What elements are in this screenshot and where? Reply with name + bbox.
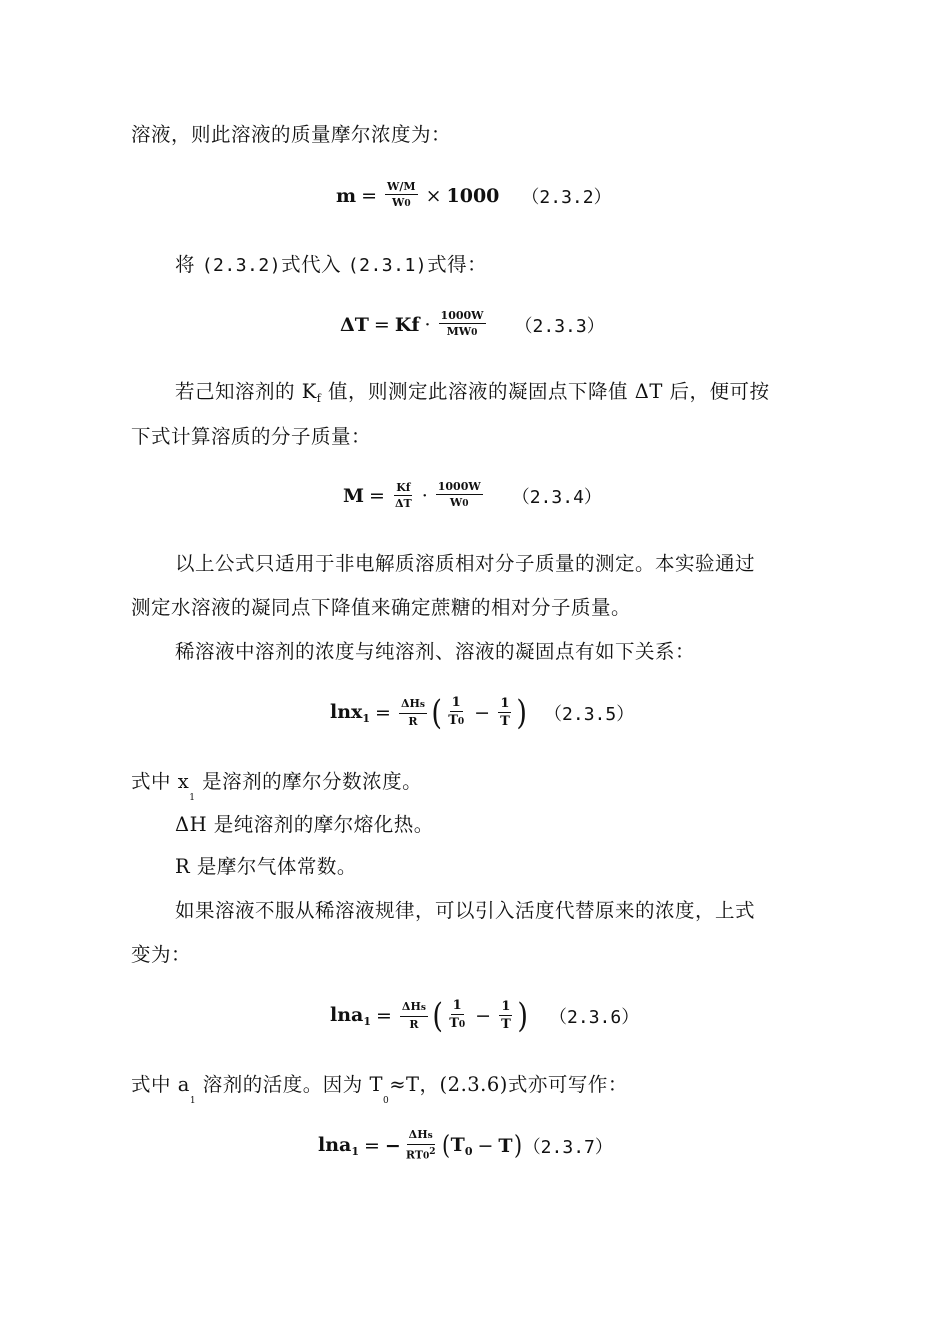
eq-equals: = bbox=[373, 313, 390, 336]
eq-tag: （2.3.5） bbox=[544, 703, 635, 725]
eq-lhs: m bbox=[336, 184, 357, 207]
eq-denominator: R bbox=[409, 1018, 419, 1031]
text-line-9: ΔH 是纯溶剂的摩尔熔化热。 bbox=[175, 813, 434, 836]
eq-fraction-b: $\frac{1}{T}$ bbox=[501, 999, 511, 1032]
eq-denominator: W0 bbox=[392, 196, 411, 209]
eq-denominator: MW0 bbox=[446, 325, 478, 338]
eq-numerator: W/M bbox=[387, 180, 416, 193]
eq-fraction bbox=[439, 309, 486, 340]
eq-fraction-a: $\frac{1}{T0}$ bbox=[448, 695, 465, 728]
eq-left-paren: ( bbox=[432, 995, 443, 1036]
eq-dot: · bbox=[421, 484, 428, 507]
eq-left-paren: ( bbox=[441, 1130, 450, 1161]
eq-tag: （2.3.3） bbox=[514, 315, 605, 337]
text-line-5: 以上公式只适用于非电解质溶质相对分子质量的测定。本实验通过 bbox=[175, 552, 756, 575]
eq-fraction-w bbox=[436, 480, 483, 511]
text-line-3: 若己知溶剂的 $K_f$ 值，则测定此溶液的凝固点下降值 ΔT 后，便可按 bbox=[175, 380, 770, 405]
equation-2-3-4 bbox=[343, 480, 602, 511]
equation-2-3-5 bbox=[330, 692, 635, 733]
eq-right-paren: ) bbox=[513, 1130, 522, 1161]
eq-numerator: ΔHs bbox=[399, 697, 427, 714]
text-line-13: 式中 $a_1$ 溶剂的活度。因为 $T_0\approx T$，(2.3.6)式亦可写作： bbox=[131, 1073, 628, 1106]
eq-fraction-a: $\frac{1}{T0}$ bbox=[449, 998, 466, 1031]
text-line-12: 变为： bbox=[131, 943, 192, 966]
text-line-10: R 是摩尔气体常数。 bbox=[175, 855, 357, 878]
eq-equals: = bbox=[369, 484, 385, 507]
eq-denominator: R bbox=[408, 715, 418, 728]
eq-denominator: ΔT bbox=[394, 497, 412, 510]
eq-lhs: ΔT bbox=[340, 313, 369, 336]
equation-2-3-6 bbox=[330, 995, 640, 1036]
text-line-8: 式中 $x_1$ 是溶剂的摩尔分数浓度。 bbox=[131, 770, 423, 803]
equation-2-3-7 bbox=[318, 1128, 613, 1164]
eq-equals: = bbox=[364, 1134, 380, 1157]
text-line-11: 如果溶液不服从稀溶液规律，可以引入活度代替原来的浓度，上式 bbox=[175, 899, 756, 922]
eq-negative: − bbox=[384, 1134, 401, 1157]
eq-t: T bbox=[498, 1134, 513, 1157]
eq-tag: （2.3.4） bbox=[511, 486, 602, 508]
eq-left-paren: ( bbox=[431, 692, 442, 733]
eq-denominator: W0 bbox=[449, 496, 469, 509]
eq-lhs: lna$_1$ bbox=[330, 1003, 371, 1028]
eq-fraction-b: $\frac{1}{T}$ bbox=[500, 696, 510, 729]
eq-minus: − bbox=[475, 1004, 492, 1027]
eq-equals: = bbox=[375, 701, 391, 724]
eq-fraction bbox=[404, 1128, 438, 1164]
eq-numerator: ΔHs bbox=[407, 1128, 435, 1145]
eq-kf: Kf bbox=[394, 313, 420, 336]
eq-dot: · bbox=[424, 313, 431, 336]
eq-tag: （2.3.6） bbox=[549, 1006, 640, 1028]
eq-fraction bbox=[399, 697, 427, 728]
eq-numerator: Kf bbox=[396, 481, 411, 494]
eq-right-paren: ) bbox=[516, 692, 527, 733]
eq-lhs: lnx$_1$ bbox=[330, 700, 371, 725]
text-line-2: 将 (2.3.2)式代入 (2.3.1)式得： bbox=[175, 253, 488, 276]
text-line-4: 下式计算溶质的分子质量： bbox=[131, 425, 372, 448]
equation-2-3-2 bbox=[336, 180, 612, 211]
eq-lhs: M bbox=[343, 484, 365, 507]
eq-equals: = bbox=[361, 184, 378, 207]
eq-fraction-kf bbox=[393, 481, 414, 510]
eq-right-paren: ) bbox=[517, 995, 528, 1036]
eq-times: × bbox=[425, 184, 442, 207]
eq-tag: （2.3.7） bbox=[522, 1136, 613, 1158]
text-line-7: 稀溶液中溶剂的浓度与纯溶剂、溶液的凝固点有如下关系： bbox=[175, 640, 696, 663]
eq-constant: 1000 bbox=[446, 184, 500, 207]
eq-numerator: 1000W bbox=[437, 480, 481, 493]
eq-numerator: ΔHs bbox=[400, 1000, 428, 1017]
eq-numerator: 1000W bbox=[440, 309, 484, 322]
eq-lhs: lna$_1$ bbox=[318, 1133, 359, 1158]
equation-2-3-3 bbox=[340, 309, 605, 340]
eq-t0: $T_0$ bbox=[450, 1133, 473, 1158]
text-line-6: 测定水溶液的凝同点下降值来确定蔗糖的相对分子质量。 bbox=[131, 596, 632, 619]
eq-tag: （2.3.2） bbox=[521, 186, 612, 208]
eq-equals: = bbox=[376, 1004, 392, 1027]
eq-minus: − bbox=[477, 1134, 494, 1157]
eq-minus: − bbox=[474, 701, 491, 724]
eq-denominator: $RT0^2$ bbox=[405, 1147, 436, 1162]
eq-fraction bbox=[385, 180, 418, 211]
text-line-1: 溶液，则此溶液的质量摩尔浓度为： bbox=[131, 123, 452, 146]
eq-fraction bbox=[400, 1000, 428, 1031]
